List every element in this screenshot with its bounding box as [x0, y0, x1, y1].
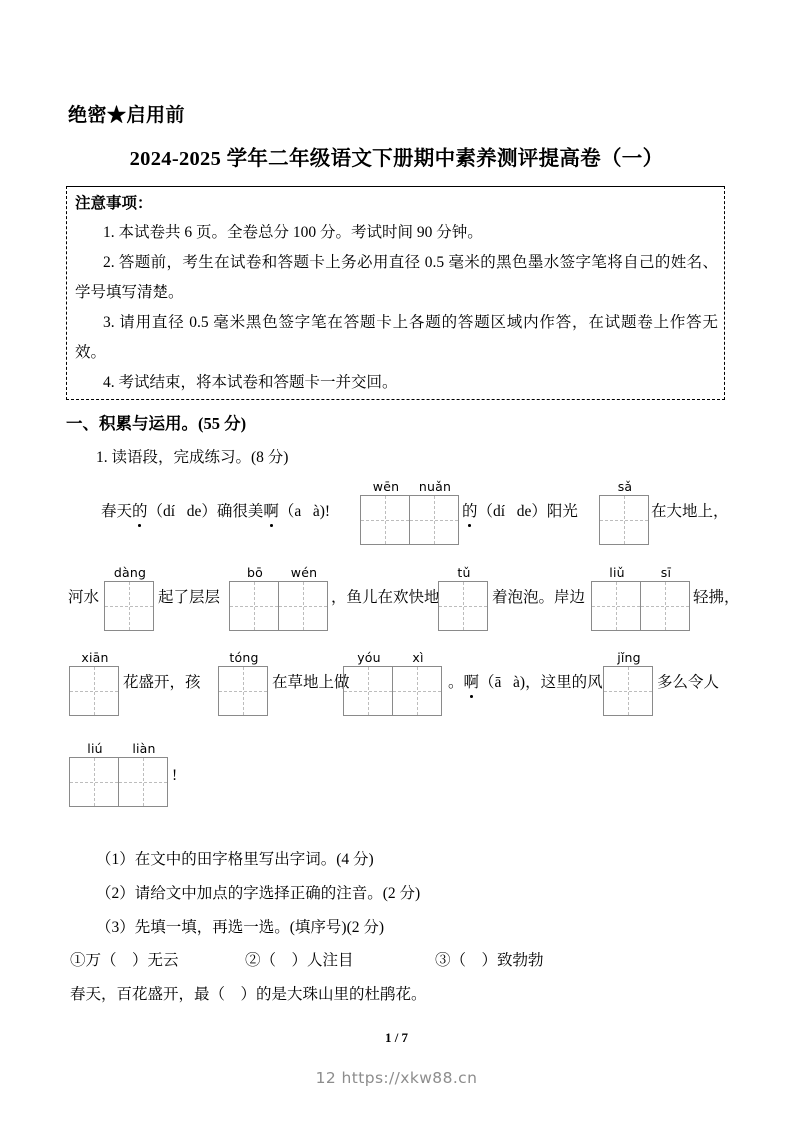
page-title: 2024-2025 学年二年级语文下册期中素养测评提高卷（一） — [129, 148, 664, 170]
tianzige-grid[interactable] — [599, 479, 649, 545]
tianzige-grid[interactable] — [360, 479, 459, 545]
watermark: 12 https://xkw88.cn — [315, 1069, 478, 1087]
passage-text: 起了层层 — [158, 589, 221, 606]
tianzige-cell[interactable] — [599, 479, 649, 545]
dot-accent-char: 的 — [132, 503, 148, 520]
tianzige-cell[interactable] — [640, 565, 690, 631]
pinyin-label: yóu — [357, 650, 381, 665]
fill-item-1[interactable]: ①万（ ）无云 — [70, 952, 179, 969]
tianzige-cell[interactable] — [392, 650, 442, 716]
pinyin-label: bō — [247, 565, 263, 580]
passage-text: 的（dí de）阳光 — [462, 503, 578, 520]
pinyin-label: dàng — [113, 565, 147, 580]
page-number: 1 / 7 — [384, 1030, 409, 1045]
notice-item: 3. 请用直径 0.5 毫米黑色签字笔在答题卡上各题的答题区域内作答，在试题卷上作答无效。 — [75, 314, 718, 361]
pinyin-label: liú — [87, 741, 103, 756]
passage-block — [66, 476, 740, 816]
subquestion-2: （2）请给文中加点的字选择正确的注音。(2 分) — [96, 885, 421, 902]
pinyin-label: tǔ — [457, 565, 471, 580]
fill-in-row-1 — [70, 948, 544, 970]
pinyin-label: xì — [412, 650, 424, 665]
tianzige-cell[interactable] — [218, 650, 268, 716]
dot-accent-char: 啊 — [463, 674, 480, 691]
tianzige-grid[interactable] — [603, 650, 653, 716]
passage-text: 着泡泡。岸边 — [492, 589, 586, 606]
tianzige-grid[interactable] — [343, 650, 442, 716]
pinyin-label: liàn — [132, 741, 156, 756]
subquestion-1: （1）在文中的田字格里写出字词。(4 分) — [96, 851, 374, 868]
dot-accent-char: 的 — [462, 503, 478, 520]
fill-item-3[interactable]: ③（ ）致勃勃 — [435, 952, 544, 969]
fill-item-2[interactable]: ②（ ）人注目 — [245, 952, 354, 969]
tianzige-cell[interactable] — [603, 650, 653, 716]
tianzige-cell[interactable] — [591, 565, 641, 631]
dot-accent-char: 啊 — [263, 503, 279, 520]
passage-row — [66, 728, 731, 816]
notice-box — [66, 186, 725, 400]
passage-text: 轻拂， — [693, 589, 740, 606]
tianzige-cell[interactable] — [360, 479, 410, 545]
tianzige-grid[interactable] — [229, 565, 328, 631]
tianzige-cell[interactable] — [409, 479, 459, 545]
pinyin-label: liǔ — [609, 565, 625, 580]
notice-item: 2. 答题前，考生在试卷和答题卡上务必用直径 0.5 毫米的黑色墨水签字笔将自己的姓名、学号填写清楚。 — [75, 254, 718, 301]
pinyin-label: nuǎn — [418, 479, 452, 494]
tianzige-cell[interactable] — [438, 565, 488, 631]
notice-item: 1. 本试卷共 6 页。全卷总分 100 分。考试时间 90 分钟。 — [103, 224, 483, 241]
passage-text: 。啊（ā à)，这里的风 — [448, 674, 603, 691]
subquestion-3: （3）先填一填，再选一选。(填序号)(2 分) — [96, 919, 385, 936]
tianzige-cell[interactable] — [69, 741, 119, 807]
tianzige-grid[interactable] — [69, 741, 168, 807]
pinyin-label: sī — [660, 565, 672, 580]
tianzige-grid[interactable] — [591, 565, 690, 631]
pinyin-label: sǎ — [617, 479, 633, 494]
passage-text: 在草地上做 — [272, 674, 350, 691]
tianzige-cell[interactable] — [118, 741, 168, 807]
passage-row — [66, 476, 731, 560]
passage-text: 在大地上， — [651, 503, 729, 520]
pinyin-label: tóng — [229, 650, 259, 665]
notice-item: 4. 考试结束，将本试卷和答题卡一并交回。 — [103, 374, 398, 391]
pinyin-label: wén — [290, 565, 318, 580]
tianzige-grid[interactable] — [218, 650, 268, 716]
secret-label: 绝密★启用前 — [68, 105, 186, 126]
passage-text: ，鱼儿在欢快地 — [331, 589, 440, 606]
passage-row — [66, 644, 731, 728]
notice-title: 注意事项： — [75, 195, 153, 212]
question-1-heading: 1. 读语段，完成练习。(8 分) — [96, 449, 289, 466]
passage-text: ! — [172, 767, 178, 784]
passage-text: 多么令人 — [657, 674, 720, 691]
passage-row — [66, 560, 740, 644]
tianzige-grid[interactable] — [69, 650, 119, 716]
tianzige-grid[interactable] — [438, 565, 488, 631]
pinyin-label: xiān — [81, 650, 109, 665]
passage-text: 花盛开，孩 — [123, 674, 201, 691]
passage-text: 河水 — [68, 589, 100, 606]
tianzige-cell[interactable] — [343, 650, 393, 716]
pinyin-label: wēn — [372, 479, 400, 494]
tianzige-cell[interactable] — [278, 565, 328, 631]
tianzige-grid[interactable] — [104, 565, 154, 631]
notice-list — [75, 218, 718, 398]
tianzige-cell[interactable] — [104, 565, 154, 631]
passage-text: 春天的（dí de）确很美啊（a à)! — [101, 503, 331, 520]
section-heading: 一、积累与运用。(55 分) — [66, 414, 247, 433]
pinyin-label: jǐng — [617, 650, 641, 665]
tianzige-cell[interactable] — [69, 650, 119, 716]
fill-in-row-2[interactable]: 春天，百花盛开，最（ ）的是大珠山里的杜鹃花。 — [70, 986, 427, 1003]
tianzige-cell[interactable] — [229, 565, 279, 631]
